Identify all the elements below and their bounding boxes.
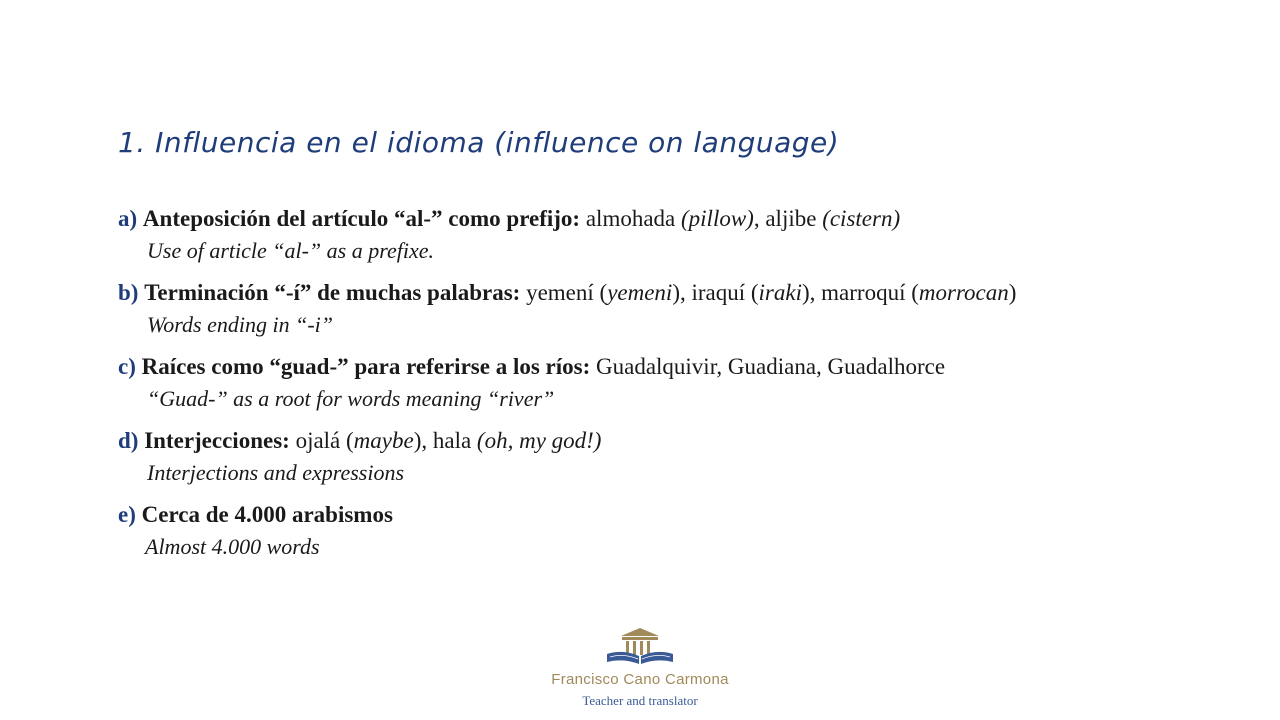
item-text: yemení (	[520, 280, 608, 305]
item-text: , aljibe	[753, 206, 823, 231]
item-lead: Raíces como “guad-” para referirse a los ríos:	[141, 354, 591, 379]
item-lead: Terminación “-í” de muchas palabras:	[144, 280, 521, 305]
item-translation: Interjections and expressions	[147, 460, 405, 485]
item-text-italic: (cistern)	[822, 206, 901, 231]
item-translation: “Guad-” as a root for words meaning “river”	[147, 386, 555, 411]
item-letter: e)	[118, 502, 136, 527]
list-item-d	[118, 426, 601, 488]
item-letter: d)	[118, 428, 139, 453]
item-line	[118, 426, 601, 456]
item-line	[118, 278, 1016, 308]
item-text-italic: yemeni	[607, 280, 673, 305]
item-text-italic: (oh, my god!)	[476, 428, 602, 453]
item-text-italic: morrocan	[918, 280, 1009, 305]
item-text: Guadalquivir, Guadiana, Guadalhorce	[590, 354, 946, 379]
item-text-italic: (pillow)	[681, 206, 754, 231]
item-translation: Use of article “al-” as a prefixe.	[147, 238, 434, 263]
item-letter: c)	[118, 354, 136, 379]
item-translation: Words ending in “-i”	[147, 312, 334, 337]
list-item-c	[118, 352, 945, 414]
temple-book-icon	[605, 624, 675, 668]
item-lead: Interjecciones:	[144, 428, 290, 453]
item-text: )	[1008, 280, 1017, 305]
item-line	[118, 352, 945, 382]
item-text: ojalá (	[289, 428, 354, 453]
item-text-italic: iraki	[758, 280, 802, 305]
list-item-a	[118, 204, 900, 266]
item-text: almohada	[580, 206, 681, 231]
list-item-e	[118, 500, 393, 562]
slide-title: 1. Influencia en el idioma (influence on language)	[118, 126, 840, 159]
logo	[530, 624, 750, 714]
item-text: ), iraquí (	[672, 280, 759, 305]
logo-subtitle: Teacher and translator	[582, 693, 698, 708]
logo-name: Francisco Cano Carmona	[551, 671, 729, 688]
item-line	[118, 204, 900, 234]
item-line	[118, 500, 393, 530]
item-lead: Cerca de 4.000 arabismos	[141, 502, 393, 527]
item-translation: Almost 4.000 words	[145, 534, 320, 559]
item-lead: Anteposición del artículo “al-” como prefijo:	[142, 206, 581, 231]
list-item-b	[118, 278, 1016, 340]
item-letter: b)	[118, 280, 139, 305]
item-letter: a)	[118, 206, 138, 231]
item-text: ), hala	[413, 428, 477, 453]
item-text: ), marroquí (	[802, 280, 919, 305]
item-text-italic: maybe	[353, 428, 414, 453]
